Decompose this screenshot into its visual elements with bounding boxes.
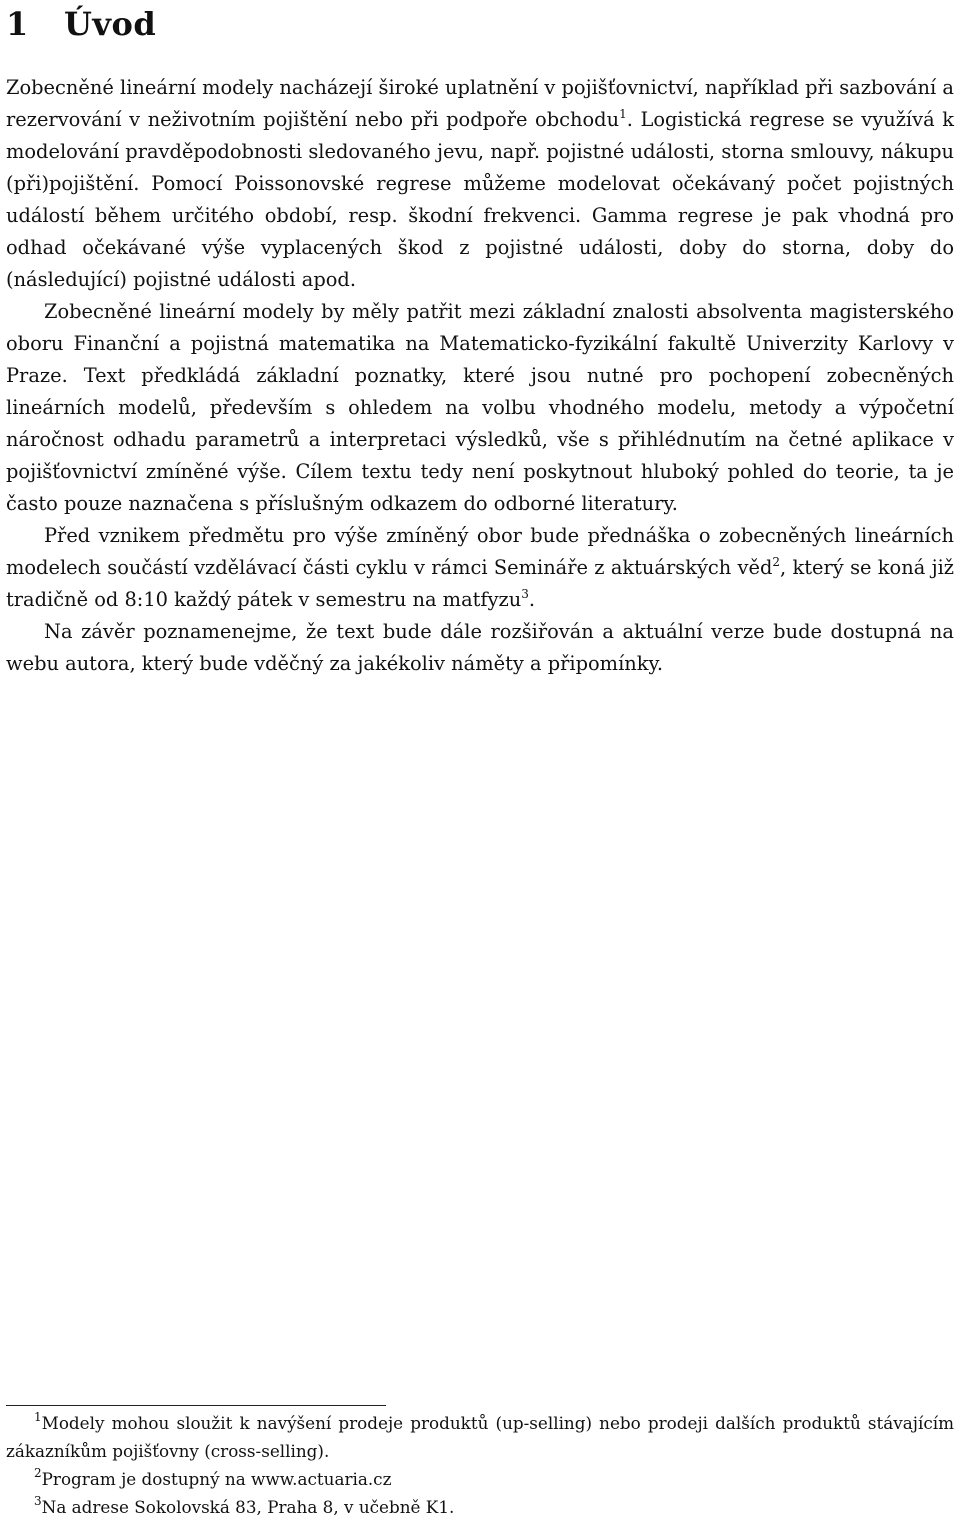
footnote-3 <box>6 1493 954 1521</box>
footnote-mark-1: 1 <box>34 1410 42 1425</box>
footnote-ref-3: 3 <box>521 586 529 601</box>
body-text <box>6 72 954 680</box>
section-heading <box>6 2 156 46</box>
paragraph-1-text-cont: . Logistická regrese se využívá k modelování pravděpodobnosti sledovaného jevu, např. pojistné události, storna smlouvy, nákupu (při)pojištění. Pomocí Poissonovské regrese můžeme modelovat očekávaný počet pojistných událostí během určitého období, resp. škodní frekvenci. Gamma regrese je pak vhodná pro odhad očekávané výše vyplacených škod z pojistné události, doby do storna, doby do (následující) pojistné události apod. <box>6 108 954 291</box>
footnotes <box>6 1409 954 1521</box>
footnote-2 <box>6 1465 954 1493</box>
paragraph-1 <box>6 72 954 296</box>
footnote-divider <box>6 1405 386 1406</box>
footnote-2-text: Program je dostupný na www.actuaria.cz <box>41 1469 392 1489</box>
footnote-3-text: Na adrese Sokolovská 83, Praha 8, v učebně K1. <box>41 1497 455 1517</box>
section-title: Úvod <box>64 5 157 43</box>
footnote-mark-3: 3 <box>34 1494 42 1509</box>
footnote-mark-2: 2 <box>34 1466 42 1481</box>
paragraph-4: Na závěr poznamenejme, že text bude dále rozšiřován a aktuální verze bude dostupná na webu autora, který bude vděčný za jakékoliv náměty a připomínky. <box>6 620 954 675</box>
footnote-ref-1: 1 <box>619 106 627 121</box>
paragraph-1-text: Zobecněné lineární modely nacházejí široké uplatnění v pojišťovnictví, například při sazbování a rezervování v neživotním pojištění nebo při podpoře obchodu <box>6 76 954 131</box>
footnote-1-text: Modely mohou sloužit k navýšení prodeje produktů (up-selling) nebo prodeji dalších produktů stávajícím zákazníkům pojišťovny (cross-selling). <box>6 1413 954 1461</box>
footnote-ref-2: 2 <box>772 554 781 569</box>
section-number: 1 <box>6 5 29 43</box>
paragraph-3-text-end: . <box>528 588 536 611</box>
paragraph-3-text: Před vznikem předmětu pro výše zmíněný obor bude přednáška o zobecněných lineárních modelech součástí vzdělávací části cyklu v rámci Semináře z aktuárských věd <box>6 524 954 579</box>
paragraph-3 <box>6 520 954 616</box>
paragraph-2: Zobecněné lineární modely by měly patřit mezi základní znalosti absolventa magisterského oboru Finanční a pojistná matematika na Matematicko-fyzikální fakultě Univerzity Karlovy v Praze. Text předkládá základní poznatky, které jsou nutné pro pochopení zobecněných lineárních modelů, především s ohledem na volbu vhodného modelu, metody a výpočetní náročnost odhadu parametrů a interpretaci výsledků, vše s přihlédnutím na četné aplikace v pojišťovnictví zmíněné výše. Cílem textu tedy není poskytnout hluboký pohled do teorie, ta je často pouze naznačena s příslušným odkazem do odborné literatury. <box>6 300 954 515</box>
footnote-1 <box>6 1409 954 1465</box>
paragraph-3-text-cont: , který se koná již tradičně od 8:10 každý pátek v semestru na matfyzu <box>6 556 955 611</box>
